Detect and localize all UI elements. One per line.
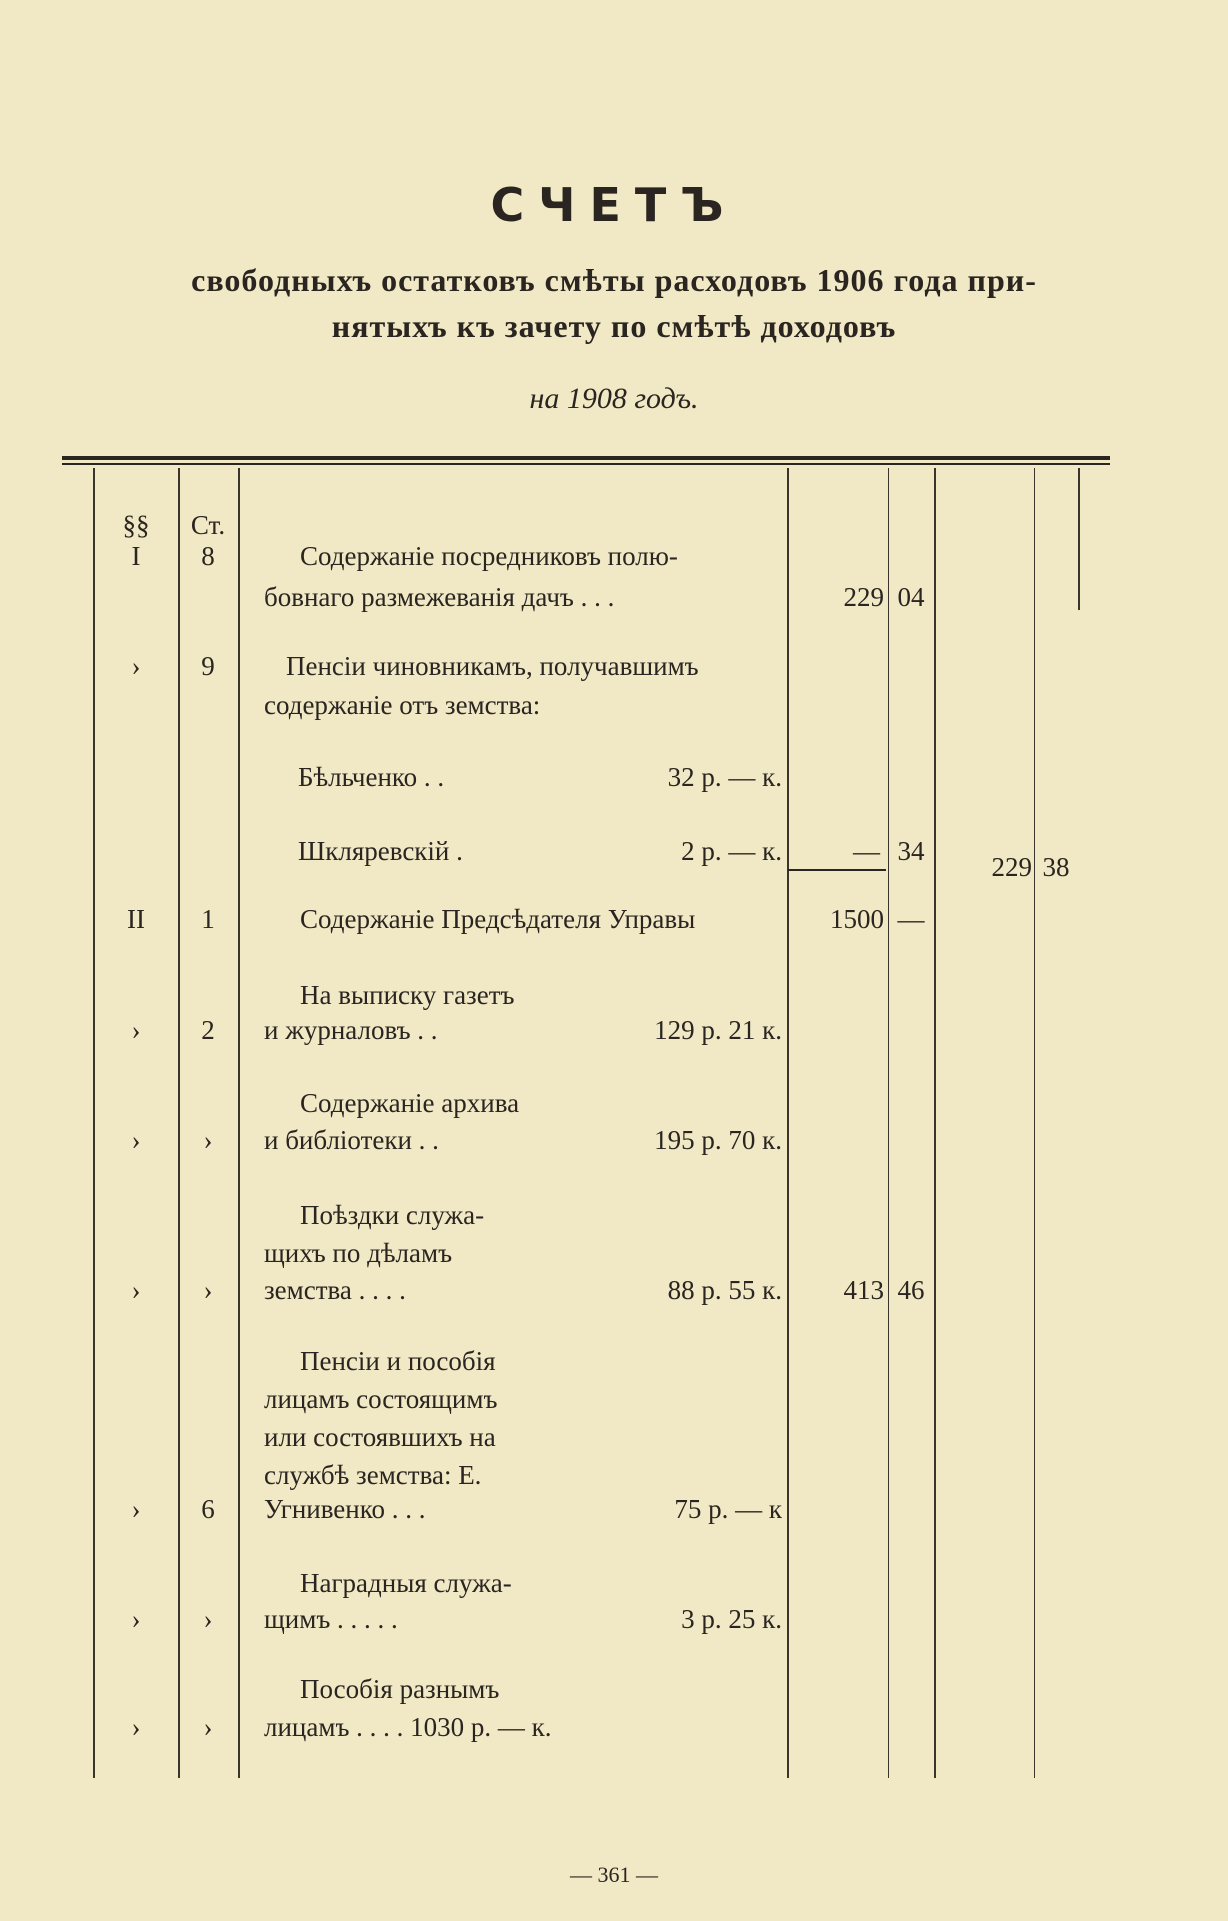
col-line-text <box>787 468 789 1778</box>
row3-text: Содержаніе Предсѣдателя Управы <box>300 904 696 934</box>
year-line: на 1908 годъ. <box>529 382 699 415</box>
subtotal-rule <box>788 869 886 871</box>
row7-amount: 75 р. — к <box>674 1494 782 1524</box>
col-line-right <box>1078 468 1080 610</box>
page-title: СЧЕТЪ <box>490 178 738 232</box>
row2a-amount: 32 р. — к. <box>667 762 782 792</box>
row4-text-1: На выписку газетъ <box>300 980 515 1010</box>
row6-amount: 88 р. 55 к. <box>667 1275 782 1305</box>
col-header-article: Ст. <box>190 510 226 540</box>
row3-rub: 1500 <box>830 904 884 934</box>
row9-section: › <box>131 1712 141 1742</box>
row3-section: II <box>127 904 145 934</box>
row5-text-2: и библіотеки . . <box>264 1125 439 1155</box>
row4-amount: 129 р. 21 к. <box>654 1015 782 1045</box>
top-rule-thick <box>62 456 1110 460</box>
row1-rub: 229 <box>843 582 884 612</box>
row2-article: 9 <box>201 651 215 681</box>
row5-article: › <box>203 1125 213 1155</box>
row5-section: › <box>131 1125 141 1155</box>
row6-text-2: щихъ по дѣламъ <box>264 1238 453 1268</box>
row2a-name: Бѣльченко . . <box>298 762 445 792</box>
row9-text-2: лицамъ . . . . 1030 р. — к. <box>264 1712 552 1742</box>
page-number: — 361 — <box>570 1862 658 1887</box>
row8-article: › <box>203 1604 213 1634</box>
row7-text-4: службѣ земства: Е. <box>264 1460 482 1490</box>
row7-text-3: или состоявшихъ на <box>264 1422 496 1452</box>
row3-article: 1 <box>201 904 215 934</box>
subtitle-line-2: нятыхъ къ зачету по смѣтѣ доходовъ <box>331 308 897 344</box>
subtotal-kop: 38 <box>1042 852 1070 882</box>
row5-amount: 195 р. 70 к. <box>654 1125 782 1155</box>
row9-article: › <box>203 1712 213 1742</box>
subtotal-rub: 229 <box>991 852 1032 882</box>
row7-article: 6 <box>201 1494 215 1524</box>
subtitle-line-1: свободныхъ остатковъ смѣты расходовъ 1906 года при- <box>191 262 1037 298</box>
row6-text-1: Поѣздки служа- <box>300 1200 485 1230</box>
row1-text-1: Содержаніе посредниковъ полю- <box>300 541 678 571</box>
col-line-left <box>93 468 95 1778</box>
col-line-article <box>238 468 240 1778</box>
row1-article: 8 <box>201 541 215 571</box>
row2b-kop: 34 <box>897 836 925 866</box>
row8-section: › <box>131 1604 141 1634</box>
row6-kop: 46 <box>897 1275 925 1305</box>
row8-text-2: щимъ . . . . . <box>264 1604 398 1634</box>
row5-text-1: Содержаніе архива <box>300 1088 520 1118</box>
row9-text-1: Пособія разнымъ <box>300 1674 500 1704</box>
col-header-section: §§ <box>122 510 150 540</box>
row6-article: › <box>203 1275 213 1305</box>
row1-text-2: бовнаго размежеванія дачъ . . . <box>264 582 615 612</box>
row2b-rub: — <box>853 836 880 866</box>
row8-amount: 3 р. 25 к. <box>681 1604 782 1634</box>
row2b-name: Шкляревскій . <box>298 836 463 866</box>
row4-text-2: и журналовъ . . <box>264 1015 438 1045</box>
row6-rub: 413 <box>843 1275 884 1305</box>
row6-section: › <box>131 1275 141 1305</box>
row2-text-1: Пенсіи чиновникамъ, получавшимъ <box>286 651 699 681</box>
row7-section: › <box>131 1494 141 1524</box>
row8-text-1: Наградныя служа- <box>300 1568 512 1598</box>
row3-kop: — <box>897 904 925 934</box>
row1-section: I <box>131 541 141 571</box>
col-line-kop1 <box>888 468 889 1778</box>
col-line-kop2 <box>1034 468 1035 1778</box>
row7-text-5: Угнивенко . . . <box>264 1494 426 1524</box>
row4-section: › <box>131 1015 141 1045</box>
row6-text-3: земства . . . . <box>264 1275 406 1305</box>
row4-article: 2 <box>201 1015 215 1045</box>
row1-kop: 04 <box>897 582 925 612</box>
top-rule-thin <box>62 463 1110 465</box>
row7-text-1: Пенсіи и пособія <box>300 1346 496 1376</box>
col-line-sum1 <box>934 468 936 1778</box>
row2-section: › <box>131 651 141 681</box>
row2-text-2: содержаніе отъ земства: <box>264 690 541 720</box>
row7-text-2: лицамъ состоящимъ <box>264 1384 498 1414</box>
row2b-amount: 2 р. — к. <box>681 836 782 866</box>
